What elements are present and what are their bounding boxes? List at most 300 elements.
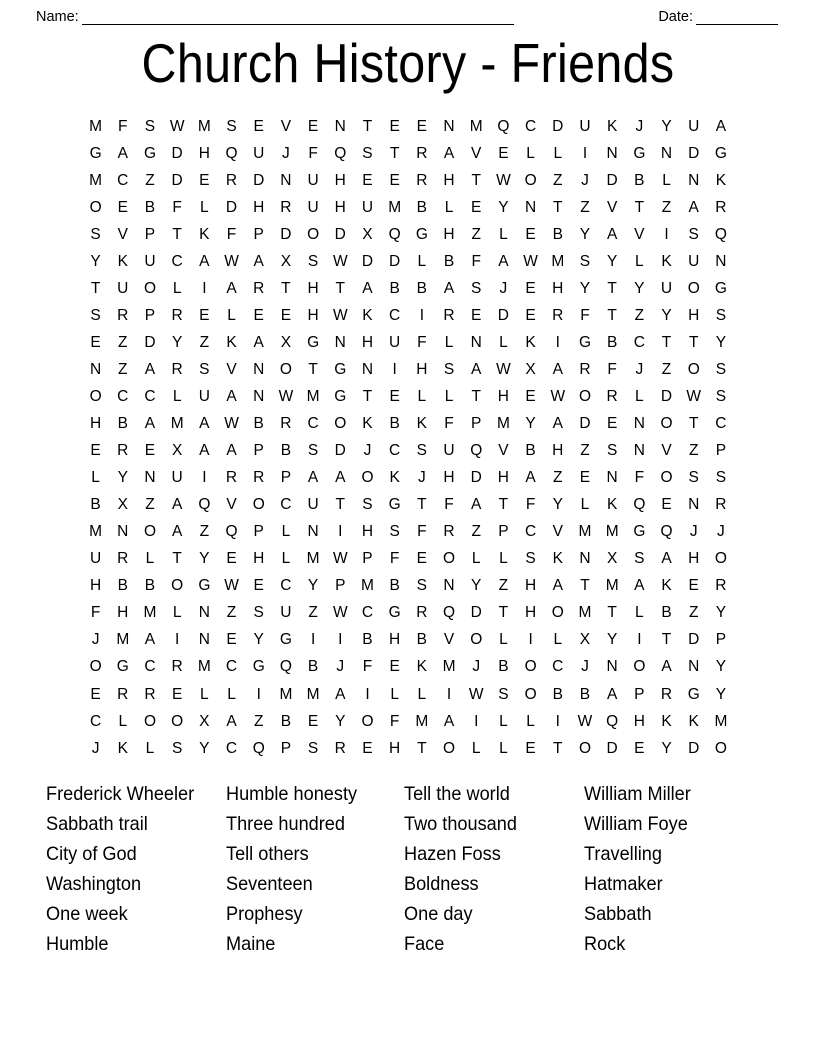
grid-cell[interactable]: N: [715, 252, 727, 270]
grid-cell[interactable]: E: [389, 387, 400, 405]
grid-cell[interactable]: D: [606, 171, 618, 189]
grid-cell[interactable]: I: [338, 523, 343, 541]
grid-cell[interactable]: B: [389, 577, 400, 595]
grid-cell[interactable]: R: [280, 415, 292, 433]
grid-cell[interactable]: O: [578, 387, 591, 405]
grid-cell[interactable]: Q: [443, 604, 456, 622]
word-list-item[interactable]: Tell others: [226, 843, 309, 865]
grid-cell[interactable]: N: [660, 144, 673, 162]
grid-cell[interactable]: Z: [688, 604, 699, 622]
grid-cell[interactable]: M: [89, 117, 103, 135]
grid-cell[interactable]: G: [578, 333, 591, 351]
word-list-item[interactable]: Three hundred: [226, 813, 345, 835]
grid-cell[interactable]: E: [362, 171, 373, 189]
grid-cell[interactable]: H: [552, 442, 564, 460]
grid-cell[interactable]: Q: [633, 496, 646, 514]
grid-cell[interactable]: P: [335, 577, 346, 595]
grid-cell[interactable]: V: [443, 631, 455, 649]
grid-cell[interactable]: V: [471, 144, 482, 162]
grid-cell[interactable]: E: [253, 306, 264, 324]
grid-cell[interactable]: S: [606, 442, 618, 460]
grid-cell[interactable]: T: [90, 279, 101, 297]
grid-cell[interactable]: O: [714, 739, 727, 757]
grid-cell[interactable]: Q: [334, 144, 347, 162]
grid-cell[interactable]: O: [171, 577, 184, 595]
grid-cell[interactable]: R: [443, 523, 455, 541]
grid-cell[interactable]: T: [634, 198, 645, 216]
grid-cell[interactable]: C: [389, 306, 401, 324]
grid-cell[interactable]: L: [635, 252, 644, 270]
grid-cell[interactable]: B: [144, 577, 156, 595]
grid-cell[interactable]: L: [526, 144, 535, 162]
grid-cell[interactable]: M: [197, 117, 211, 135]
grid-cell[interactable]: M: [605, 523, 619, 541]
grid-cell[interactable]: R: [715, 496, 727, 514]
grid-cell[interactable]: Y: [335, 712, 346, 730]
grid-cell[interactable]: N: [280, 171, 292, 189]
grid-cell[interactable]: B: [416, 279, 428, 297]
word-list-item[interactable]: William Foye: [584, 813, 688, 835]
grid-cell[interactable]: D: [389, 252, 401, 270]
word-list-item[interactable]: Rock: [584, 933, 626, 955]
grid-cell[interactable]: Y: [606, 252, 618, 270]
grid-cell[interactable]: A: [226, 442, 237, 460]
word-list-item[interactable]: Two thousand: [404, 813, 517, 835]
grid-cell[interactable]: P: [144, 306, 156, 324]
grid-cell[interactable]: O: [714, 550, 727, 568]
grid-cell[interactable]: Y: [579, 279, 591, 297]
grid-cell[interactable]: P: [715, 442, 727, 460]
grid-cell[interactable]: C: [89, 712, 102, 730]
grid-cell[interactable]: K: [606, 117, 618, 135]
grid-cell[interactable]: F: [634, 469, 645, 487]
grid-cell[interactable]: E: [525, 279, 536, 297]
grid-cell[interactable]: L: [91, 469, 100, 487]
grid-cell[interactable]: Z: [226, 604, 237, 622]
grid-cell[interactable]: N: [307, 523, 319, 541]
grid-cell[interactable]: C: [117, 387, 129, 405]
grid-cell[interactable]: R: [443, 306, 455, 324]
grid-cell[interactable]: K: [199, 225, 210, 243]
grid-cell[interactable]: S: [579, 252, 591, 270]
grid-cell[interactable]: E: [525, 387, 536, 405]
grid-cell[interactable]: U: [117, 279, 129, 297]
grid-cell[interactable]: O: [524, 171, 537, 189]
grid-cell[interactable]: T: [281, 279, 291, 297]
grid-cell[interactable]: P: [280, 469, 292, 487]
grid-cell[interactable]: K: [226, 333, 237, 351]
grid-cell[interactable]: Q: [714, 225, 727, 243]
grid-cell[interactable]: Z: [253, 712, 264, 730]
grid-cell[interactable]: R: [280, 198, 292, 216]
grid-cell[interactable]: Q: [606, 712, 619, 730]
word-list-item[interactable]: Prophesy: [226, 903, 303, 925]
grid-cell[interactable]: L: [281, 523, 291, 541]
grid-cell[interactable]: R: [253, 279, 265, 297]
grid-cell[interactable]: S: [715, 387, 727, 405]
grid-cell[interactable]: Q: [660, 523, 673, 541]
grid-cell[interactable]: I: [175, 631, 180, 649]
grid-cell[interactable]: I: [555, 333, 560, 351]
grid-cell[interactable]: F: [444, 415, 454, 433]
grid-cell[interactable]: L: [118, 712, 128, 730]
grid-cell[interactable]: F: [90, 604, 101, 622]
grid-cell[interactable]: Y: [171, 333, 183, 351]
grid-cell[interactable]: W: [686, 387, 702, 405]
grid-cell[interactable]: A: [606, 685, 618, 703]
grid-cell[interactable]: K: [661, 252, 672, 270]
grid-cell[interactable]: E: [199, 171, 210, 189]
word-list-item[interactable]: Tell the world: [404, 783, 510, 805]
grid-cell[interactable]: R: [144, 685, 156, 703]
grid-cell[interactable]: J: [363, 442, 372, 460]
grid-cell[interactable]: H: [89, 415, 102, 433]
grid-cell[interactable]: O: [551, 604, 564, 622]
grid-cell[interactable]: C: [225, 739, 238, 757]
grid-cell[interactable]: V: [280, 117, 292, 135]
grid-cell[interactable]: E: [634, 739, 645, 757]
grid-cell[interactable]: C: [524, 523, 537, 541]
grid-cell[interactable]: L: [635, 387, 644, 405]
grid-cell[interactable]: E: [226, 631, 237, 649]
grid-cell[interactable]: S: [416, 577, 428, 595]
grid-cell[interactable]: R: [117, 306, 129, 324]
grid-cell[interactable]: O: [334, 415, 347, 433]
grid-cell[interactable]: E: [144, 442, 156, 460]
grid-cell[interactable]: C: [117, 171, 129, 189]
grid-cell[interactable]: M: [116, 631, 130, 649]
grid-cell[interactable]: P: [715, 631, 727, 649]
grid-cell[interactable]: F: [417, 333, 427, 351]
grid-cell[interactable]: A: [525, 469, 536, 487]
grid-cell[interactable]: G: [279, 631, 292, 649]
grid-cell[interactable]: L: [444, 387, 454, 405]
grid-cell[interactable]: L: [471, 739, 481, 757]
grid-cell[interactable]: E: [90, 442, 101, 460]
grid-cell[interactable]: V: [226, 496, 237, 514]
grid-cell[interactable]: Z: [553, 469, 563, 487]
grid-cell[interactable]: A: [253, 252, 264, 270]
grid-cell[interactable]: D: [171, 144, 183, 162]
grid-cell[interactable]: T: [172, 225, 182, 243]
grid-cell[interactable]: A: [552, 577, 563, 595]
grid-cell[interactable]: S: [90, 306, 101, 324]
grid-cell[interactable]: T: [308, 360, 318, 378]
grid-cell[interactable]: R: [416, 171, 428, 189]
word-list-item[interactable]: Face: [404, 933, 445, 955]
grid-cell[interactable]: F: [362, 658, 373, 676]
grid-cell[interactable]: P: [280, 739, 292, 757]
grid-cell[interactable]: Z: [634, 306, 645, 324]
grid-cell[interactable]: D: [660, 387, 673, 405]
grid-cell[interactable]: N: [579, 550, 591, 568]
grid-cell[interactable]: P: [253, 523, 264, 541]
grid-cell[interactable]: A: [471, 360, 482, 378]
grid-cell[interactable]: H: [524, 577, 537, 595]
grid-cell[interactable]: Z: [118, 333, 128, 351]
grid-cell[interactable]: E: [688, 577, 699, 595]
grid-cell[interactable]: N: [688, 171, 700, 189]
grid-cell[interactable]: D: [470, 604, 482, 622]
word-list-item[interactable]: Hazen Foss: [404, 843, 501, 865]
grid-cell[interactable]: F: [389, 550, 400, 568]
grid-cell[interactable]: B: [253, 415, 264, 433]
grid-cell[interactable]: Y: [661, 117, 672, 135]
grid-cell[interactable]: M: [442, 658, 456, 676]
grid-cell[interactable]: R: [117, 442, 129, 460]
word-list-item[interactable]: Humble honesty: [226, 783, 358, 805]
grid-cell[interactable]: A: [362, 279, 373, 297]
grid-cell[interactable]: B: [389, 415, 400, 433]
grid-cell[interactable]: F: [607, 360, 617, 378]
grid-cell[interactable]: B: [117, 415, 128, 433]
grid-cell[interactable]: S: [715, 469, 727, 487]
grid-cell[interactable]: I: [365, 685, 370, 703]
grid-cell[interactable]: F: [471, 252, 481, 270]
grid-cell[interactable]: T: [471, 387, 481, 405]
grid-cell[interactable]: I: [446, 685, 452, 703]
grid-cell[interactable]: O: [143, 279, 156, 297]
grid-cell[interactable]: M: [143, 604, 157, 622]
grid-cell[interactable]: T: [471, 171, 481, 189]
grid-cell[interactable]: I: [202, 279, 207, 297]
grid-cell[interactable]: H: [552, 279, 564, 297]
grid-cell[interactable]: L: [417, 685, 427, 703]
grid-cell[interactable]: A: [144, 415, 156, 433]
grid-cell[interactable]: L: [499, 333, 508, 351]
grid-cell[interactable]: X: [199, 712, 210, 730]
grid-cell[interactable]: Q: [497, 117, 510, 135]
grid-cell[interactable]: L: [553, 631, 563, 649]
grid-cell[interactable]: K: [416, 658, 428, 676]
grid-cell[interactable]: L: [471, 550, 481, 568]
grid-cell[interactable]: A: [661, 550, 672, 568]
grid-cell[interactable]: R: [552, 306, 564, 324]
grid-cell[interactable]: R: [171, 658, 183, 676]
grid-cell[interactable]: C: [280, 496, 292, 514]
grid-cell[interactable]: H: [361, 523, 374, 541]
grid-cell[interactable]: I: [419, 306, 424, 324]
grid-cell[interactable]: D: [334, 442, 346, 460]
grid-cell[interactable]: N: [144, 469, 156, 487]
grid-cell[interactable]: M: [361, 577, 374, 595]
grid-cell[interactable]: I: [528, 631, 533, 649]
grid-cell[interactable]: M: [89, 523, 103, 541]
grid-cell[interactable]: Y: [661, 306, 672, 324]
grid-cell[interactable]: W: [523, 252, 538, 270]
grid-cell[interactable]: M: [306, 550, 320, 568]
grid-cell[interactable]: Y: [253, 631, 264, 649]
grid-cell[interactable]: D: [606, 739, 618, 757]
grid-cell[interactable]: O: [89, 658, 102, 676]
grid-cell[interactable]: U: [144, 252, 156, 270]
word-list-item[interactable]: Maine: [226, 933, 276, 955]
grid-cell[interactable]: O: [443, 739, 456, 757]
grid-cell[interactable]: B: [661, 604, 672, 622]
grid-cell[interactable]: L: [390, 685, 399, 703]
grid-cell[interactable]: R: [416, 604, 428, 622]
grid-cell[interactable]: M: [469, 117, 483, 135]
grid-cell[interactable]: S: [144, 117, 156, 135]
grid-cell[interactable]: S: [90, 225, 101, 243]
grid-cell[interactable]: L: [635, 604, 644, 622]
grid-cell[interactable]: W: [332, 306, 348, 324]
grid-cell[interactable]: A: [144, 631, 156, 649]
grid-cell[interactable]: S: [171, 739, 183, 757]
grid-cell[interactable]: K: [416, 415, 428, 433]
grid-cell[interactable]: B: [280, 442, 292, 460]
grid-cell[interactable]: R: [579, 360, 591, 378]
grid-cell[interactable]: Y: [199, 550, 210, 568]
grid-cell[interactable]: L: [200, 685, 209, 703]
grid-cell[interactable]: S: [471, 279, 482, 297]
grid-cell[interactable]: N: [606, 144, 618, 162]
grid-cell[interactable]: K: [606, 496, 618, 514]
grid-cell[interactable]: K: [715, 171, 727, 189]
grid-cell[interactable]: B: [280, 712, 292, 730]
grid-cell[interactable]: U: [660, 279, 673, 297]
grid-cell[interactable]: T: [553, 739, 563, 757]
grid-cell[interactable]: A: [471, 496, 482, 514]
grid-cell[interactable]: N: [253, 360, 265, 378]
grid-cell[interactable]: A: [335, 469, 346, 487]
grid-cell[interactable]: E: [579, 469, 591, 487]
grid-cell[interactable]: P: [253, 225, 264, 243]
grid-cell[interactable]: F: [389, 712, 400, 730]
grid-cell[interactable]: D: [688, 144, 700, 162]
grid-cell[interactable]: S: [253, 604, 264, 622]
grid-cell[interactable]: Z: [471, 225, 481, 243]
grid-cell[interactable]: M: [170, 415, 184, 433]
grid-cell[interactable]: S: [634, 550, 645, 568]
grid-cell[interactable]: Y: [117, 469, 128, 487]
grid-cell[interactable]: Z: [471, 523, 481, 541]
grid-cell[interactable]: R: [416, 144, 428, 162]
grid-cell[interactable]: E: [525, 306, 536, 324]
grid-cell[interactable]: F: [226, 225, 237, 243]
grid-cell[interactable]: R: [715, 577, 727, 595]
grid-cell[interactable]: U: [198, 387, 210, 405]
grid-cell[interactable]: Z: [661, 198, 672, 216]
grid-cell[interactable]: X: [525, 360, 536, 378]
grid-cell[interactable]: C: [361, 604, 374, 622]
grid-cell[interactable]: R: [606, 387, 618, 405]
grid-cell[interactable]: N: [633, 442, 645, 460]
grid-cell[interactable]: E: [307, 712, 319, 730]
grid-cell[interactable]: B: [443, 252, 455, 270]
grid-cell[interactable]: S: [715, 306, 727, 324]
word-list-item[interactable]: Sabbath: [584, 903, 652, 925]
grid-cell[interactable]: L: [200, 198, 209, 216]
word-list-item[interactable]: Washington: [46, 873, 142, 895]
grid-cell[interactable]: M: [496, 415, 510, 433]
grid-cell[interactable]: J: [581, 658, 589, 676]
grid-cell[interactable]: Z: [118, 360, 128, 378]
grid-cell[interactable]: W: [224, 252, 239, 270]
grid-cell[interactable]: Y: [552, 496, 563, 514]
grid-cell[interactable]: Q: [470, 442, 483, 460]
grid-cell[interactable]: A: [226, 387, 237, 405]
grid-cell[interactable]: T: [607, 604, 617, 622]
grid-cell[interactable]: O: [578, 739, 591, 757]
grid-cell[interactable]: L: [145, 550, 155, 568]
grid-cell[interactable]: J: [717, 523, 725, 541]
grid-cell[interactable]: U: [307, 198, 319, 216]
grid-cell[interactable]: T: [498, 604, 509, 622]
word-list-item[interactable]: Humble: [46, 933, 109, 955]
grid-cell[interactable]: N: [334, 333, 346, 351]
grid-cell[interactable]: A: [606, 225, 618, 243]
grid-cell[interactable]: K: [117, 252, 128, 270]
grid-cell[interactable]: L: [444, 333, 454, 351]
grid-cell[interactable]: K: [117, 739, 128, 757]
grid-cell[interactable]: Z: [688, 442, 699, 460]
grid-cell[interactable]: J: [635, 360, 644, 378]
grid-cell[interactable]: Q: [225, 523, 238, 541]
grid-cell[interactable]: W: [278, 387, 294, 405]
grid-cell[interactable]: P: [144, 225, 156, 243]
grid-cell[interactable]: E: [389, 171, 400, 189]
grid-cell[interactable]: J: [472, 658, 481, 676]
grid-cell[interactable]: H: [633, 712, 645, 730]
grid-cell[interactable]: Y: [715, 604, 727, 622]
grid-cell[interactable]: A: [171, 523, 183, 541]
word-list-item[interactable]: Boldness: [404, 873, 479, 895]
grid-cell[interactable]: M: [605, 577, 619, 595]
grid-cell[interactable]: S: [362, 144, 373, 162]
grid-cell[interactable]: G: [388, 604, 401, 622]
word-list-item[interactable]: One week: [46, 903, 128, 925]
name-input-line[interactable]: [82, 11, 514, 25]
grid-cell[interactable]: Z: [199, 523, 210, 541]
grid-cell[interactable]: C: [552, 658, 564, 676]
grid-cell[interactable]: Y: [471, 577, 482, 595]
word-list-item[interactable]: Sabbath trail: [46, 813, 148, 835]
grid-cell[interactable]: W: [550, 387, 566, 405]
grid-cell[interactable]: N: [606, 658, 618, 676]
grid-cell[interactable]: Q: [279, 658, 292, 676]
grid-cell[interactable]: G: [388, 496, 401, 514]
grid-cell[interactable]: I: [582, 144, 588, 162]
grid-cell[interactable]: G: [633, 523, 646, 541]
grid-cell[interactable]: T: [362, 387, 373, 405]
grid-cell[interactable]: N: [198, 631, 210, 649]
grid-cell[interactable]: A: [171, 496, 183, 514]
grid-cell[interactable]: B: [90, 496, 101, 514]
grid-cell[interactable]: S: [362, 496, 373, 514]
grid-cell[interactable]: J: [282, 144, 290, 162]
grid-cell[interactable]: B: [634, 171, 645, 189]
grid-cell[interactable]: J: [581, 171, 589, 189]
grid-cell[interactable]: B: [416, 198, 428, 216]
grid-cell[interactable]: W: [332, 252, 348, 270]
grid-cell[interactable]: B: [552, 225, 563, 243]
grid-cell[interactable]: L: [580, 496, 590, 514]
grid-cell[interactable]: F: [172, 198, 182, 216]
grid-cell[interactable]: D: [579, 415, 591, 433]
grid-cell[interactable]: X: [280, 333, 292, 351]
grid-cell[interactable]: N: [606, 469, 618, 487]
grid-cell[interactable]: U: [280, 604, 292, 622]
grid-cell[interactable]: R: [660, 685, 673, 703]
grid-cell[interactable]: H: [389, 739, 401, 757]
grid-cell[interactable]: D: [144, 333, 156, 351]
grid-cell[interactable]: I: [664, 225, 669, 243]
grid-cell[interactable]: G: [633, 144, 646, 162]
grid-cell[interactable]: H: [688, 306, 700, 324]
grid-cell[interactable]: C: [633, 333, 645, 351]
grid-cell[interactable]: T: [688, 333, 699, 351]
